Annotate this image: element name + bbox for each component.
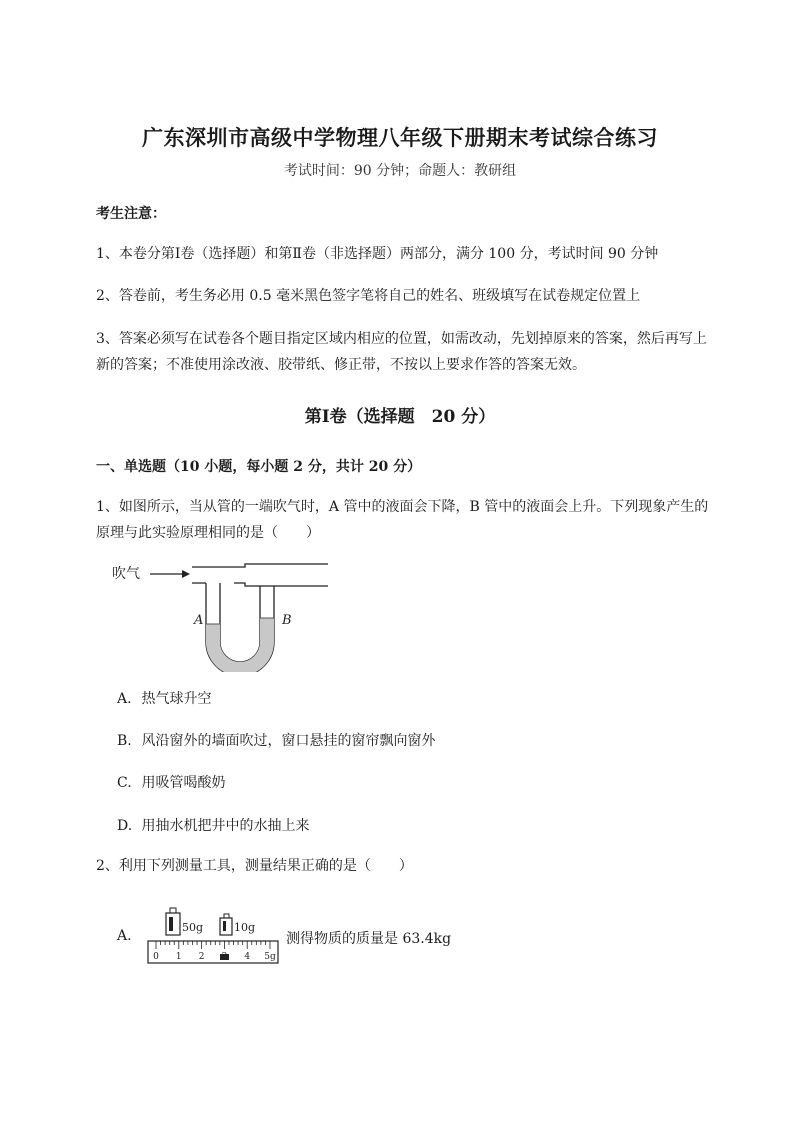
notice-heading: 考生注意： — [96, 206, 166, 222]
arrow-head-icon — [182, 570, 190, 578]
option-letter: D. — [117, 818, 133, 834]
ruler-tick-label: 5g — [264, 952, 276, 962]
ruler-tick-label: 0 — [153, 952, 159, 962]
option-text: 用吸管喝酸奶 — [141, 775, 226, 791]
ruler-tick-label: 3 — [221, 952, 228, 962]
option-text: 用抽水机把井中的水抽上来 — [141, 818, 310, 834]
option-letter: C. — [117, 775, 132, 791]
option-d — [117, 815, 309, 835]
weight-knob — [170, 908, 176, 913]
option-letter: B. — [117, 733, 132, 749]
question-stem: 1、如图所示，当从管的一端吹气时，A 管中的液面会下降，B 管中的液面会上升。下列现象产生的原理与此实验原理相同的是（ ） — [96, 499, 709, 541]
u-tube-inner — [220, 583, 260, 662]
notice-item: 1、本卷分第Ⅰ卷（选择题）和第Ⅱ卷（非选择题）两部分，满分 100 分，考试时间 90 分钟 — [96, 246, 659, 262]
option-text: 热气球升空 — [141, 691, 212, 707]
section-title: 第Ⅰ卷（选择题 20 分） — [304, 407, 496, 427]
page-title: 广东深圳市高级中学物理八年级下册期末考试综合练习 — [142, 125, 658, 150]
liquid — [206, 618, 274, 672]
label-b: B — [282, 613, 292, 628]
question-group-title: 一、单选题（10 小题，每小题 2 分，共计 20 分） — [96, 459, 422, 475]
notice-item: 3、答案必须写在试卷各个题目指定区域内相应的位置，如需改动，先划掉原来的答案，然后再写上新的答案；不准使用涂改液、胶带纸、修正带，不按以上要求作答的答案无效。 — [96, 331, 707, 373]
question-stem: 2、利用下列测量工具，测量结果正确的是（ ） — [96, 858, 413, 874]
tube-top-wall — [192, 564, 328, 567]
u-tube-figure — [110, 562, 340, 672]
option-b — [117, 730, 435, 750]
notice-item: 2、答卷前，考生务必用 0.5 毫米黑色签字笔将自己的姓名、班级填写在试卷规定位置上 — [96, 288, 641, 304]
exam-info: 考试时间：90 分钟；命题人：教研组 — [283, 163, 517, 179]
option-letter: A. — [117, 691, 132, 707]
ruler-tick-label: 1 — [175, 952, 182, 962]
weight-10g-label: 10g — [234, 921, 256, 934]
option-letter: A. — [117, 928, 132, 944]
scale-ruler — [148, 941, 278, 963]
weight-shade — [169, 917, 173, 931]
option-text: 风沿窗外的墙面吹过，窗口悬挂的窗帘飘向窗外 — [141, 733, 436, 749]
blow-label: 吹气 — [112, 566, 140, 582]
option-text: 测得物质的质量是 63.4kg — [286, 931, 452, 947]
ruler-tick-label: 2 — [198, 952, 205, 962]
weight-shade — [223, 921, 226, 931]
label-a: A — [194, 613, 204, 628]
tube-bottom-wall — [192, 583, 328, 586]
option-a — [117, 688, 211, 708]
option-c — [117, 772, 225, 792]
weight-50g-label: 50g — [182, 921, 204, 934]
ruler-tick-label: 4 — [244, 952, 251, 962]
balance-scale-figure — [146, 905, 281, 967]
